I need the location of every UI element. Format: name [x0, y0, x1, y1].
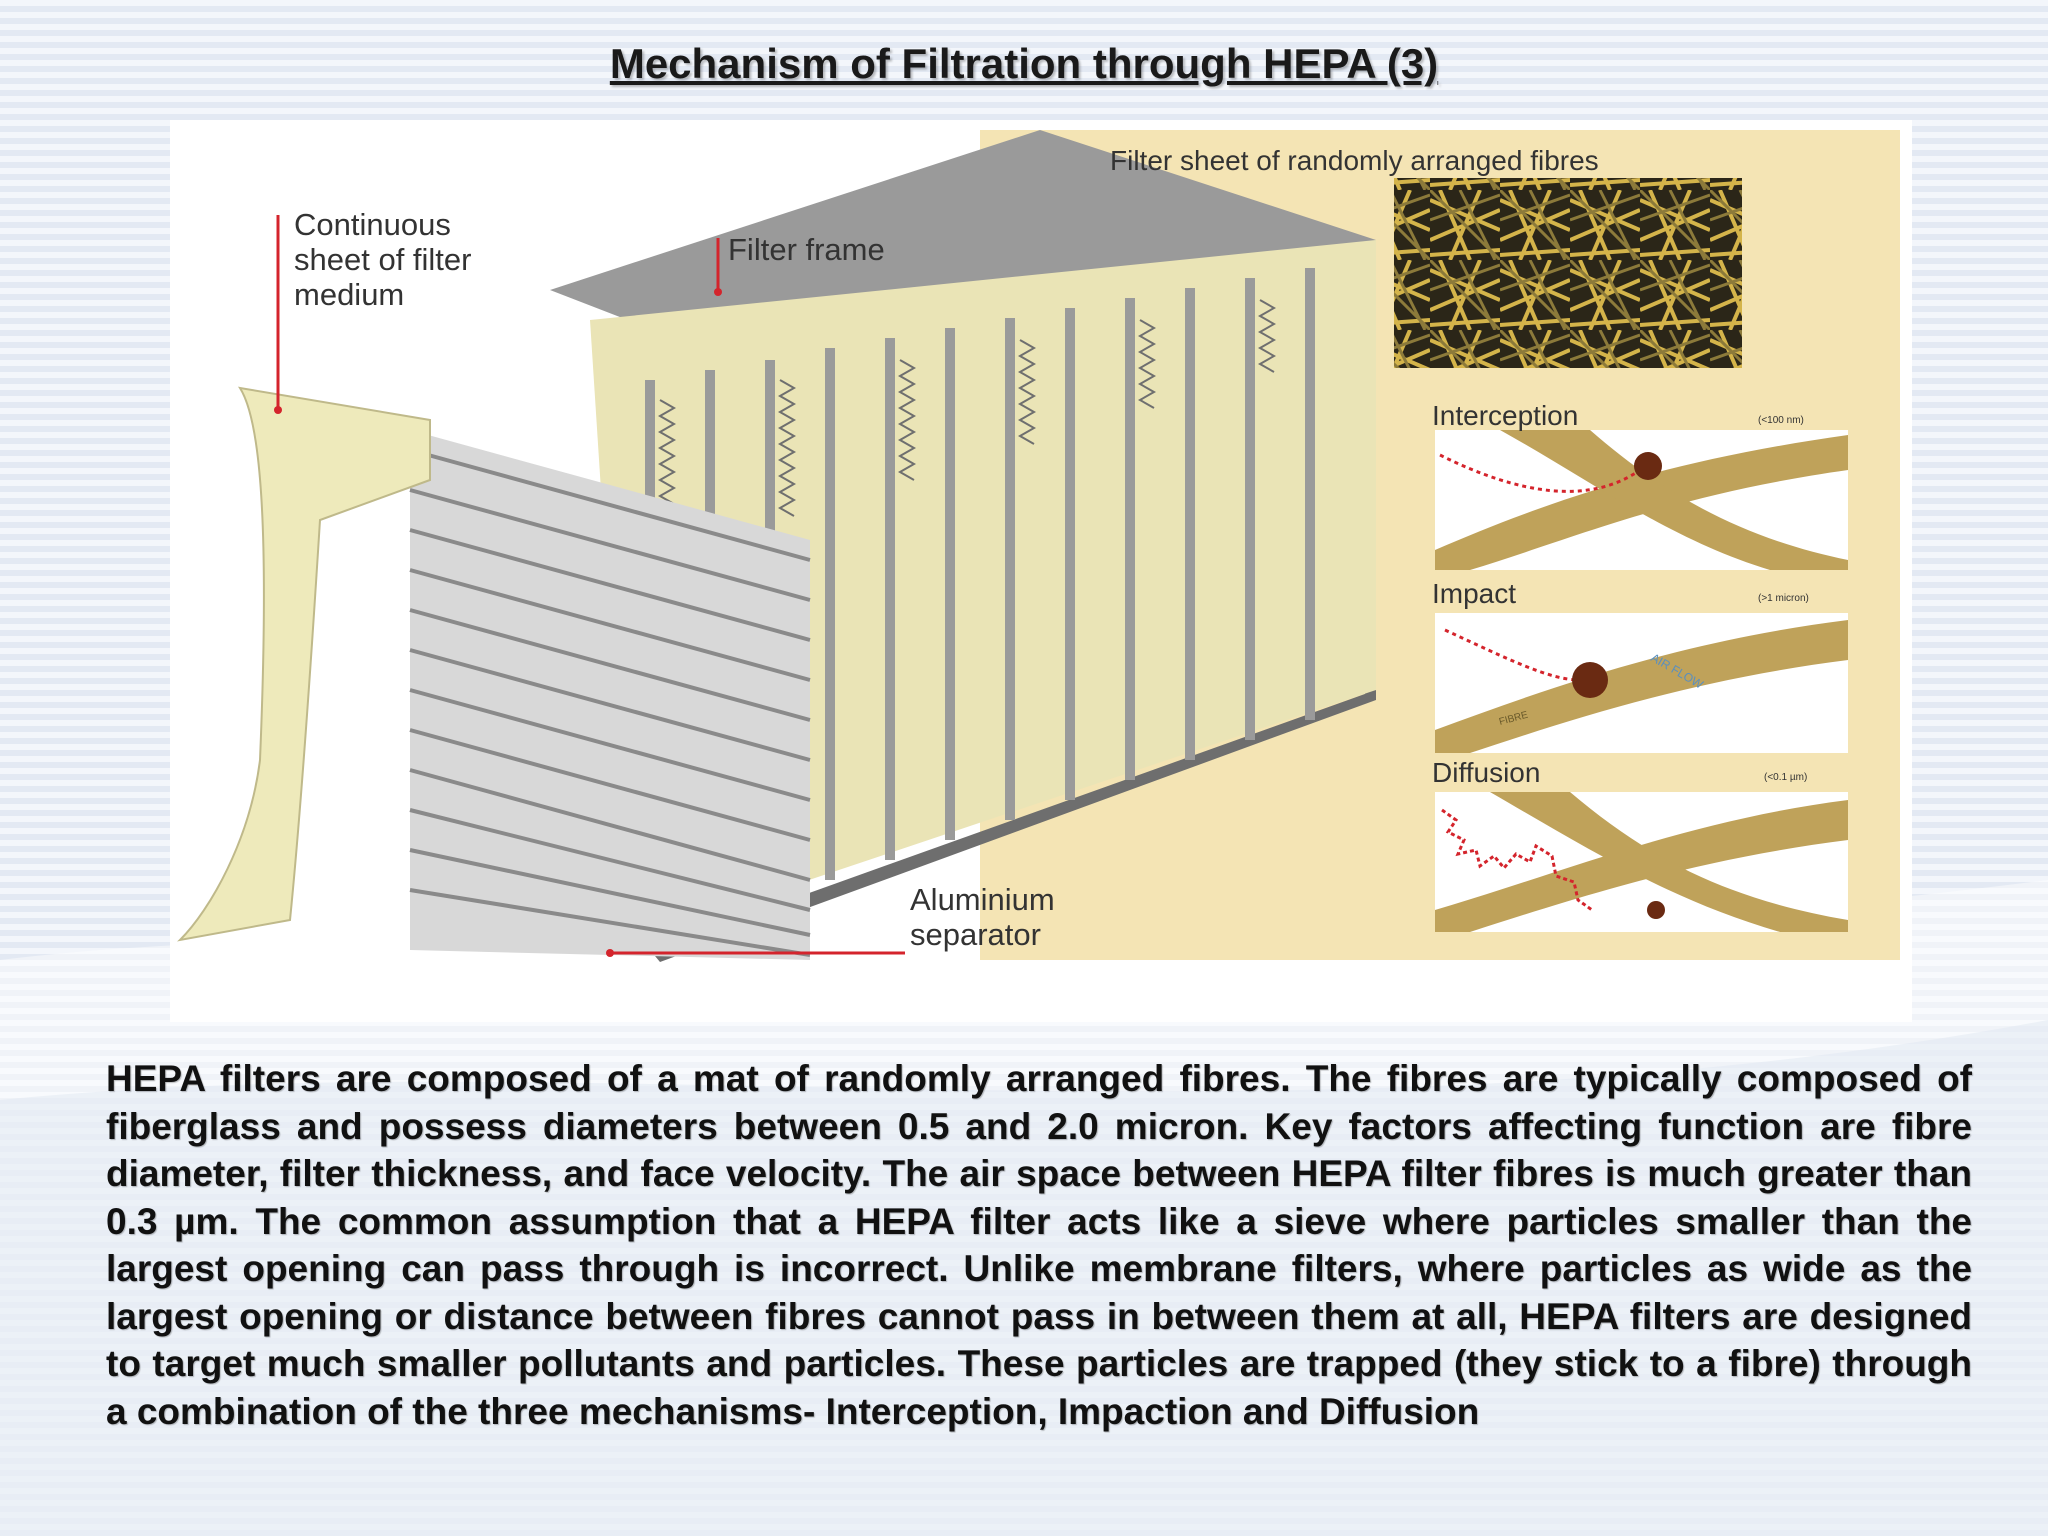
body-paragraph: HEPA filters are composed of a mat of randomly arranged fibres. The fibres are typically composed of fiberglass and possess diameters between 0.5 and 2.0 micron. Key factors affecting function are fibre diameter, filter thickness, and face velocity. The air space between HEPA filter fibres is much greater than 0.3 µm. The common assumption that a HEPA filter acts like a sieve where particles smaller than the largest opening can pass through is incorrect. Unlike membrane filters, where particles as wide as the largest opening or distance between fibres cannot pass in between them at all, HEPA filters are designed to target much smaller pollutants and particles. These particles are trapped (they stick to a fibre) through a combination of the three mechanisms- Interception, Impaction and Diffusion — [106, 1058, 1972, 1432]
fibre-mesh-image — [1394, 178, 1742, 368]
diffusion-size: (<0.1 µm) — [1764, 772, 1808, 783]
filter-frame-label: Filter frame — [728, 232, 885, 267]
aluminium-separator-label: Aluminium — [910, 882, 1055, 917]
impact-panel — [1435, 613, 1848, 753]
interception-panel — [1435, 430, 1848, 570]
filter-sheet-flap — [180, 388, 430, 940]
diffusion-label: Diffusion — [1432, 757, 1541, 788]
interception-size: (<100 nm) — [1758, 415, 1804, 426]
aluminium-separator-label-2: separator — [910, 917, 1041, 952]
fibre-label: FIBRE — [1497, 709, 1530, 728]
air-flow-label: AIR FLOW — [1648, 650, 1706, 692]
slide-title: Mechanism of Filtration through HEPA (3) — [609, 40, 1439, 87]
impact-label: Impact — [1432, 578, 1517, 609]
interception-label: Interception — [1432, 400, 1579, 431]
continuous-sheet-label-2: sheet of filter — [294, 242, 472, 277]
diffusion-panel — [1435, 792, 1848, 932]
continuous-sheet-label: Continuous — [294, 207, 451, 242]
hepa-filter-figure — [170, 120, 1912, 1022]
filter-sheet-label: Filter sheet of randomly arranged fibres — [1110, 145, 1599, 176]
continuous-sheet-label-3: medium — [294, 277, 405, 312]
impact-size: (>1 micron) — [1758, 593, 1809, 604]
